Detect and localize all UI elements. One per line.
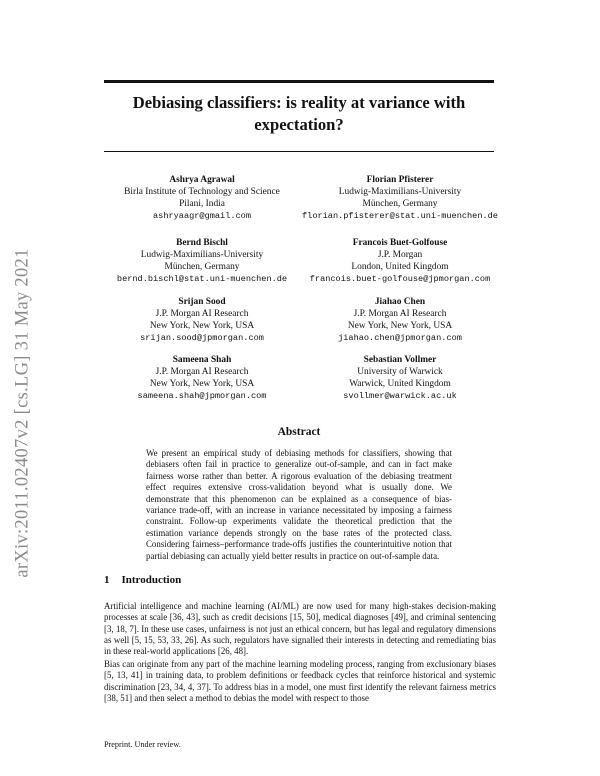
author-affiliation: J.P. Morgan AI Research xyxy=(155,309,249,319)
author-location: Pilani, India xyxy=(179,199,225,209)
body-paragraph: Bias can originate from any part of the machine learning modeling process, ranging from exclusionary biases [5, 13, 41] in training data, to problem definitions or feedback cycles that reinforce historical and systemic discrimination [23, 34, 4, 37]. To address bias in a model, one must first identify the relevant fairness metrics [38, 51] and then select a method to debias the model with respect to those xyxy=(104,659,496,703)
author-block xyxy=(97,296,307,344)
author-affiliation: J.P. Morgan AI Research xyxy=(353,309,447,319)
author-email: francois.buet-golfouse@jpmorgan.com xyxy=(309,274,491,284)
author-name: Bernd Bischl xyxy=(176,238,228,248)
abstract-heading: Abstract xyxy=(277,426,321,438)
author-name: Sameena Shah xyxy=(172,355,232,365)
author-affiliation: Birla Institute of Technology and Science xyxy=(124,187,280,197)
title-rule-bottom xyxy=(104,151,494,152)
author-name: Srijan Sood xyxy=(178,297,226,307)
author-email: florian.pfisterer@stat.uni-muenchen.de xyxy=(302,211,498,221)
author-location: München, Germany xyxy=(164,262,240,272)
author-affiliation: J.P. Morgan xyxy=(377,250,423,260)
title-rule-top xyxy=(104,80,494,83)
footer-note: Preprint. Under review. xyxy=(104,740,181,749)
paper-title: Debiasing classifiers: is reality at variance with expectation? xyxy=(132,93,466,134)
arxiv-identifier xyxy=(3,205,43,620)
author-name: Florian Pfisterer xyxy=(366,175,434,185)
author-affiliation: Ludwig-Maximilians-University xyxy=(338,187,462,197)
section-title: Introduction xyxy=(121,574,182,586)
author-location: New York, New York, USA xyxy=(149,321,255,331)
author-block xyxy=(97,237,307,285)
author-location: New York, New York, USA xyxy=(347,321,453,331)
author-block xyxy=(97,174,307,222)
author-location: München, Germany xyxy=(362,199,438,209)
author-email: ashryaagr@gmail.com xyxy=(153,211,251,221)
author-block xyxy=(295,237,505,285)
author-block xyxy=(295,174,505,222)
section-number: 1 xyxy=(104,574,110,586)
section-heading xyxy=(104,574,181,586)
arxiv-identifier-text: arXiv:2011.02407v2 [cs.LG] 31 May 2021 xyxy=(12,247,33,578)
author-name: Francois Buet-Golfouse xyxy=(352,238,448,248)
author-block xyxy=(295,296,505,344)
body-paragraph: Artificial intelligence and machine learning (AI/ML) are now used for many high-stakes decision-making processes at scale [36, 43], such as credit decisions [15, 50], medical diagnoses [49], and criminal sentencing [3, 18, 7]. In these use cases, unfairness is not just an ethical concern, but has legal and regulatory dimensions as well [5, 15, 53, 33, 26]. As such, regulators have signalled their interests in detecting and remediating bias in these real-world applications [26, 48]. xyxy=(104,601,496,657)
author-email: bernd.bischl@stat.uni-muenchen.de xyxy=(116,274,288,284)
abstract-text: We present an empirical study of debiasing methods for classifiers, showing that debiasers often fail in practice to generalize out-of-sample, and can in fact make fairness worse rather than better. A rigorous evaluation of the debiasing treatment effect requires extensive cross-validation beyond what is usually done. We demonstrate that this phenomenon can be explained as a consequence of bias-variance trade-off, with an increase in variance necessitated by imposing a fairness constraint. Follow-up experiments validate the theoretical prediction that the estimation variance depends strongly on the base rates of the protected class. Considering fairness–performance trade-offs justifies the counterintuitive notion that partial debiasing can actually yield better results in practice on out-of-sample data. xyxy=(146,448,452,561)
author-email: svollmer@warwick.ac.uk xyxy=(343,391,457,401)
author-name: Sebastian Vollmer xyxy=(363,355,437,365)
author-block xyxy=(97,354,307,402)
author-affiliation: Ludwig-Maximilians-University xyxy=(140,250,264,260)
author-block xyxy=(295,354,505,402)
author-affiliation: J.P. Morgan AI Research xyxy=(155,367,249,377)
author-location: London, United Kingdom xyxy=(351,262,449,272)
author-email: srijan.sood@jpmorgan.com xyxy=(140,333,264,343)
author-name: Ashrya Agrawal xyxy=(169,175,235,185)
author-location: Warwick, United Kingdom xyxy=(349,379,451,389)
author-name: Jiahao Chen xyxy=(374,297,426,307)
author-email: jiahao.chen@jpmorgan.com xyxy=(338,333,462,343)
author-location: New York, New York, USA xyxy=(149,379,255,389)
author-email: sameena.shah@jpmorgan.com xyxy=(137,391,267,401)
author-affiliation: University of Warwick xyxy=(357,367,443,377)
